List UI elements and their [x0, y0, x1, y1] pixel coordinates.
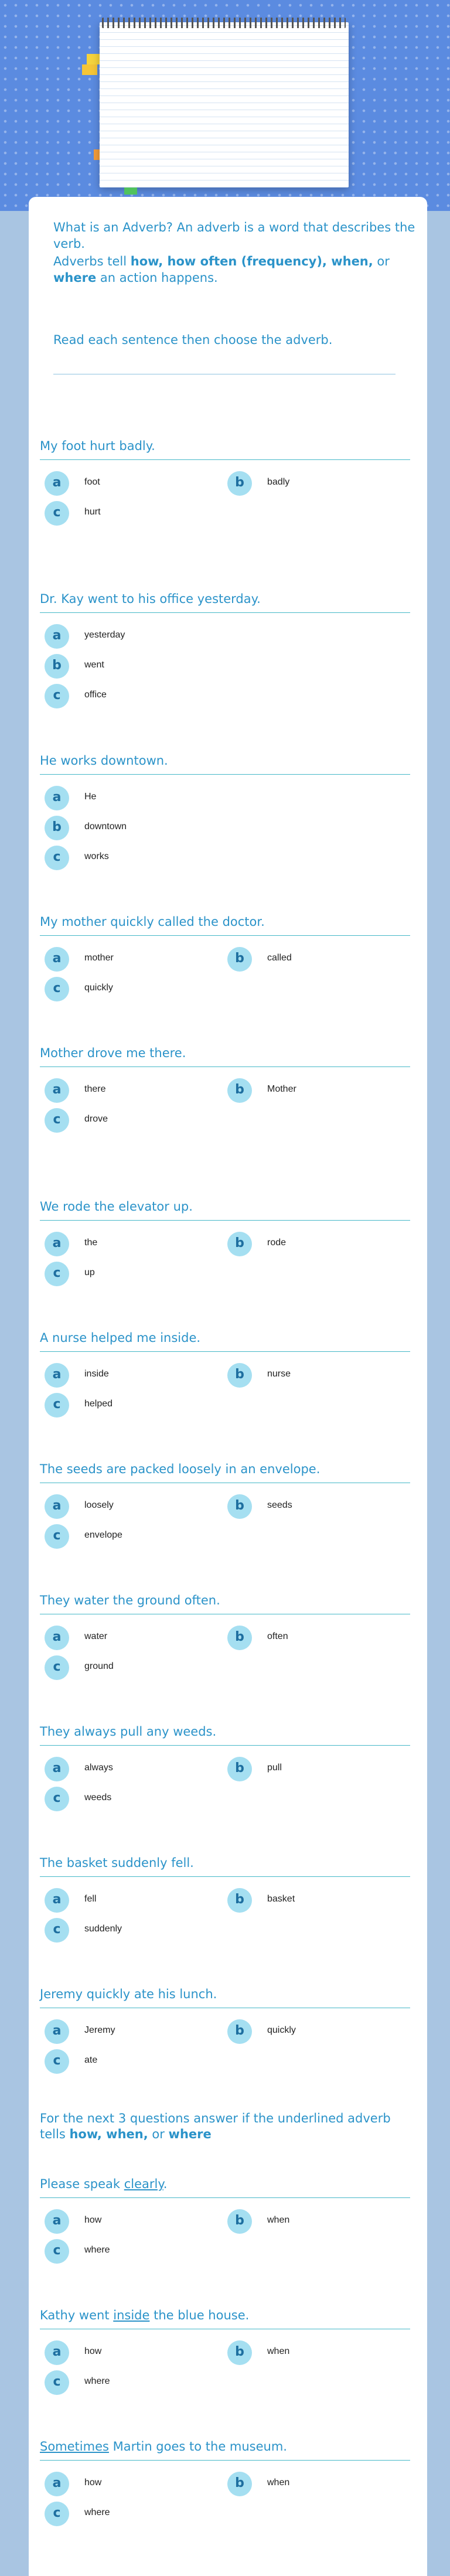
answer-option-a[interactable]: [45, 1888, 220, 1911]
answer-option-a[interactable]: [45, 2472, 220, 2495]
question-text: [40, 437, 410, 460]
option-letter-badge: a: [45, 471, 69, 496]
question-sentence: .: [163, 2177, 168, 2191]
question-text: [40, 1723, 410, 1746]
option-label: drove: [84, 1114, 108, 1124]
notebook-spiral: [102, 18, 346, 28]
worksheet-card: [29, 197, 427, 2576]
option-letter-badge: b: [227, 1757, 252, 1781]
underlined-adverb: Sometimes: [40, 2439, 109, 2454]
question: [40, 1854, 410, 1937]
option-label: where: [84, 2245, 110, 2255]
answer-option-c[interactable]: [45, 977, 220, 1000]
answer-option-c[interactable]: [45, 846, 220, 869]
option-letter-badge: c: [45, 1108, 69, 1133]
instructions: Read each sentence then choose the adverb.: [53, 333, 333, 347]
notebook-tab: [124, 188, 137, 195]
option-letter-badge: b: [45, 654, 69, 679]
option-label: basket: [267, 1894, 295, 1904]
question-sentence: Dr. Kay went to his office yesterday.: [40, 592, 261, 606]
answer-option-b[interactable]: [227, 1078, 403, 1102]
answer-option-a[interactable]: [45, 2340, 220, 2364]
option-label: ground: [84, 1661, 114, 1671]
option-label: nurse: [267, 1369, 291, 1379]
answer-option-b[interactable]: [227, 1494, 403, 1518]
option-label: works: [84, 851, 109, 861]
option-label: where: [84, 2507, 110, 2517]
question: [40, 1592, 410, 1674]
option-letter-badge: b: [227, 2019, 252, 2044]
option-label: yesterday: [84, 630, 125, 640]
answer-option-c[interactable]: [45, 2502, 220, 2525]
answer-option-b[interactable]: [227, 947, 403, 970]
option-label: always: [84, 1763, 113, 1773]
answer-option-c[interactable]: [45, 501, 220, 524]
question-text: [40, 1044, 410, 1067]
option-label: quickly: [267, 2025, 296, 2035]
option-letter-badge: a: [45, 1757, 69, 1781]
option-letter-badge: a: [45, 1363, 69, 1388]
intro-definition: What is an Adverb? An adverb is a word that describes the verb.: [53, 220, 415, 251]
question-text: [40, 1198, 410, 1221]
answer-option-b[interactable]: [227, 1232, 403, 1255]
option-label: mother: [84, 953, 114, 963]
option-label: fell: [84, 1894, 97, 1904]
answer-option-a[interactable]: [45, 786, 220, 809]
answer-option-c[interactable]: [45, 1918, 220, 1941]
answer-option-b[interactable]: [227, 1757, 403, 1780]
answer-option-a[interactable]: [45, 1232, 220, 1255]
answer-option-a[interactable]: [45, 1363, 220, 1386]
option-letter-badge: a: [45, 947, 69, 972]
option-label: quickly: [84, 983, 113, 993]
answer-option-c[interactable]: [45, 2370, 220, 2394]
option-letter-badge: c: [45, 1918, 69, 1943]
option-label: often: [267, 1631, 288, 1641]
question-sentence: Please speak: [40, 2177, 124, 2191]
option-label: Jeremy: [84, 2025, 115, 2035]
underline-note: For the next 3 questions answer if the underlined adverb tells how, when, or where: [40, 2111, 391, 2141]
option-label: when: [267, 2346, 290, 2356]
option-label: foot: [84, 477, 100, 487]
question-text: [40, 590, 410, 613]
question: [40, 437, 410, 520]
question: [40, 590, 410, 703]
notebook-illustration: [100, 22, 349, 188]
question-text: [40, 752, 410, 775]
option-label: suddenly: [84, 1924, 122, 1934]
question: [40, 2306, 410, 2389]
question-text: [40, 1985, 410, 2008]
answer-option-a[interactable]: [45, 1626, 220, 1649]
option-label: downtown: [84, 822, 127, 832]
option-letter-badge: c: [45, 2370, 69, 2395]
option-letter-badge: c: [45, 2502, 69, 2526]
option-letter-badge: b: [227, 1363, 252, 1388]
option-letter-badge: c: [45, 1655, 69, 1680]
question-sentence: Kathy went: [40, 2308, 114, 2322]
answer-option-c[interactable]: [45, 684, 220, 707]
option-label: when: [267, 2215, 290, 2225]
answer-option-a[interactable]: [45, 1757, 220, 1780]
option-letter-badge: a: [45, 1626, 69, 1650]
option-label: ate: [84, 2055, 98, 2065]
answer-option-a[interactable]: [45, 2019, 220, 2043]
option-letter-badge: c: [45, 684, 69, 708]
question: [40, 2175, 410, 2258]
option-label: when: [267, 2478, 290, 2488]
answer-option-c[interactable]: [45, 1393, 220, 1416]
question-text: [40, 1460, 410, 1483]
question-text: [40, 1329, 410, 1352]
option-letter-badge: c: [45, 1787, 69, 1811]
question: [40, 1329, 410, 1412]
option-label: hurt: [84, 507, 101, 517]
option-letter-badge: b: [227, 1494, 252, 1519]
question-text: [40, 2306, 410, 2329]
option-letter-badge: b: [227, 1626, 252, 1650]
question: [40, 1460, 410, 1543]
answer-option-a[interactable]: [45, 471, 220, 495]
option-label: up: [84, 1267, 95, 1277]
option-label: office: [84, 690, 107, 700]
answer-option-b[interactable]: [227, 471, 403, 495]
option-letter-badge: b: [45, 816, 69, 840]
answer-option-c[interactable]: [45, 2049, 220, 2073]
option-label: helped: [84, 1399, 113, 1409]
question-text: [40, 2438, 410, 2461]
question-sentence: the blue house.: [149, 2308, 250, 2322]
option-label: how: [84, 2478, 102, 2488]
question-sentence: He works downtown.: [40, 754, 168, 768]
option-label: weeds: [84, 1793, 112, 1802]
question: [40, 1198, 410, 1280]
option-letter-badge: c: [45, 501, 69, 526]
option-label: badly: [267, 477, 290, 487]
option-letter-badge: a: [45, 1232, 69, 1256]
answer-option-c[interactable]: [45, 1524, 220, 1548]
option-letter-badge: a: [45, 624, 69, 649]
underlined-adverb: inside: [113, 2308, 150, 2322]
option-letter-badge: a: [45, 1888, 69, 1913]
option-letter-badge: b: [227, 1078, 252, 1103]
option-letter-badge: a: [45, 1494, 69, 1519]
question-sentence: Martin goes to the museum.: [108, 2439, 287, 2454]
answer-option-c[interactable]: [45, 1787, 220, 1810]
option-letter-badge: c: [45, 1524, 69, 1549]
option-label: how: [84, 2346, 102, 2356]
question-text: [40, 2175, 410, 2198]
answer-option-b[interactable]: [45, 654, 220, 677]
answer-option-b[interactable]: [227, 2340, 403, 2364]
answer-option-c[interactable]: [45, 2239, 220, 2262]
question-sentence: My foot hurt badly.: [40, 439, 155, 453]
question-sentence: The basket suddenly fell.: [40, 1856, 194, 1870]
option-letter-badge: a: [45, 1078, 69, 1103]
question-sentence: Jeremy quickly ate his lunch.: [40, 1987, 217, 2001]
option-label: loosely: [84, 1500, 114, 1510]
answer-option-a[interactable]: [45, 1494, 220, 1518]
answer-option-c[interactable]: [45, 1655, 220, 1679]
option-letter-badge: b: [227, 1232, 252, 1256]
answer-option-a[interactable]: [45, 624, 220, 648]
answer-option-c[interactable]: [45, 1108, 220, 1132]
option-letter-badge: c: [45, 846, 69, 870]
answer-option-a[interactable]: [45, 1078, 220, 1102]
option-label: called: [267, 953, 292, 963]
option-letter-badge: a: [45, 786, 69, 810]
option-label: pull: [267, 1763, 282, 1773]
answer-option-b[interactable]: [227, 2209, 403, 2233]
question-sentence: My mother quickly called the doctor.: [40, 915, 265, 929]
question-text: [40, 1854, 410, 1877]
question-sentence: They always pull any weeds.: [40, 1725, 217, 1739]
option-label: inside: [84, 1369, 109, 1379]
question: [40, 752, 410, 864]
answer-option-b[interactable]: [227, 2019, 403, 2043]
answer-option-b[interactable]: [227, 1626, 403, 1649]
option-label: Mother: [267, 1084, 296, 1094]
option-letter-badge: b: [227, 471, 252, 496]
header-banner: [0, 0, 450, 211]
question-sentence: They water the ground often.: [40, 1593, 220, 1607]
intro-text: [53, 219, 417, 286]
intro-adverbs-tell: Adverbs tell how, how often (frequency), when, or where an action happens.: [53, 254, 390, 285]
question-sentence: Mother drove me there.: [40, 1046, 186, 1060]
option-letter-badge: a: [45, 2019, 69, 2044]
answer-option-b[interactable]: [227, 2472, 403, 2495]
option-letter-badge: b: [227, 2340, 252, 2365]
question: [40, 913, 410, 996]
option-letter-badge: c: [45, 1262, 69, 1286]
option-label: seeds: [267, 1500, 292, 1510]
question-text: [40, 1592, 410, 1614]
option-letter-badge: b: [227, 2209, 252, 2234]
underlined-adverb: clearly: [124, 2177, 163, 2191]
option-letter-badge: a: [45, 2209, 69, 2234]
question: [40, 1723, 410, 1805]
option-letter-badge: a: [45, 2472, 69, 2496]
option-label: where: [84, 2376, 110, 2386]
option-label: envelope: [84, 1530, 122, 1540]
option-letter-badge: c: [45, 2239, 69, 2264]
option-letter-badge: b: [227, 2472, 252, 2496]
question-sentence: A nurse helped me inside.: [40, 1331, 201, 1345]
option-label: went: [84, 660, 104, 670]
question-sentence: The seeds are packed loosely in an envelope.: [40, 1462, 321, 1476]
answer-option-a[interactable]: [45, 947, 220, 970]
question-sentence: We rode the elevator up.: [40, 1200, 193, 1214]
option-label: rode: [267, 1238, 287, 1248]
option-letter-badge: a: [45, 2340, 69, 2365]
question: [40, 1044, 410, 1127]
answer-option-b[interactable]: [227, 1888, 403, 1911]
option-label: there: [84, 1084, 106, 1094]
option-letter-badge: c: [45, 2049, 69, 2074]
question: [40, 2438, 410, 2520]
option-label: He: [84, 792, 97, 802]
answer-option-a[interactable]: [45, 2209, 220, 2233]
option-letter-badge: b: [227, 947, 252, 972]
option-letter-badge: c: [45, 1393, 69, 1418]
notebook-tab: [82, 64, 97, 75]
answer-option-c[interactable]: [45, 1262, 220, 1285]
option-label: water: [84, 1631, 108, 1641]
question: [40, 1985, 410, 2068]
option-letter-badge: c: [45, 977, 69, 1001]
option-label: the: [84, 1238, 98, 1248]
option-label: how: [84, 2215, 102, 2225]
option-letter-badge: b: [227, 1888, 252, 1913]
question-text: [40, 913, 410, 936]
answer-option-b[interactable]: [227, 1363, 403, 1386]
answer-option-b[interactable]: [45, 816, 220, 839]
